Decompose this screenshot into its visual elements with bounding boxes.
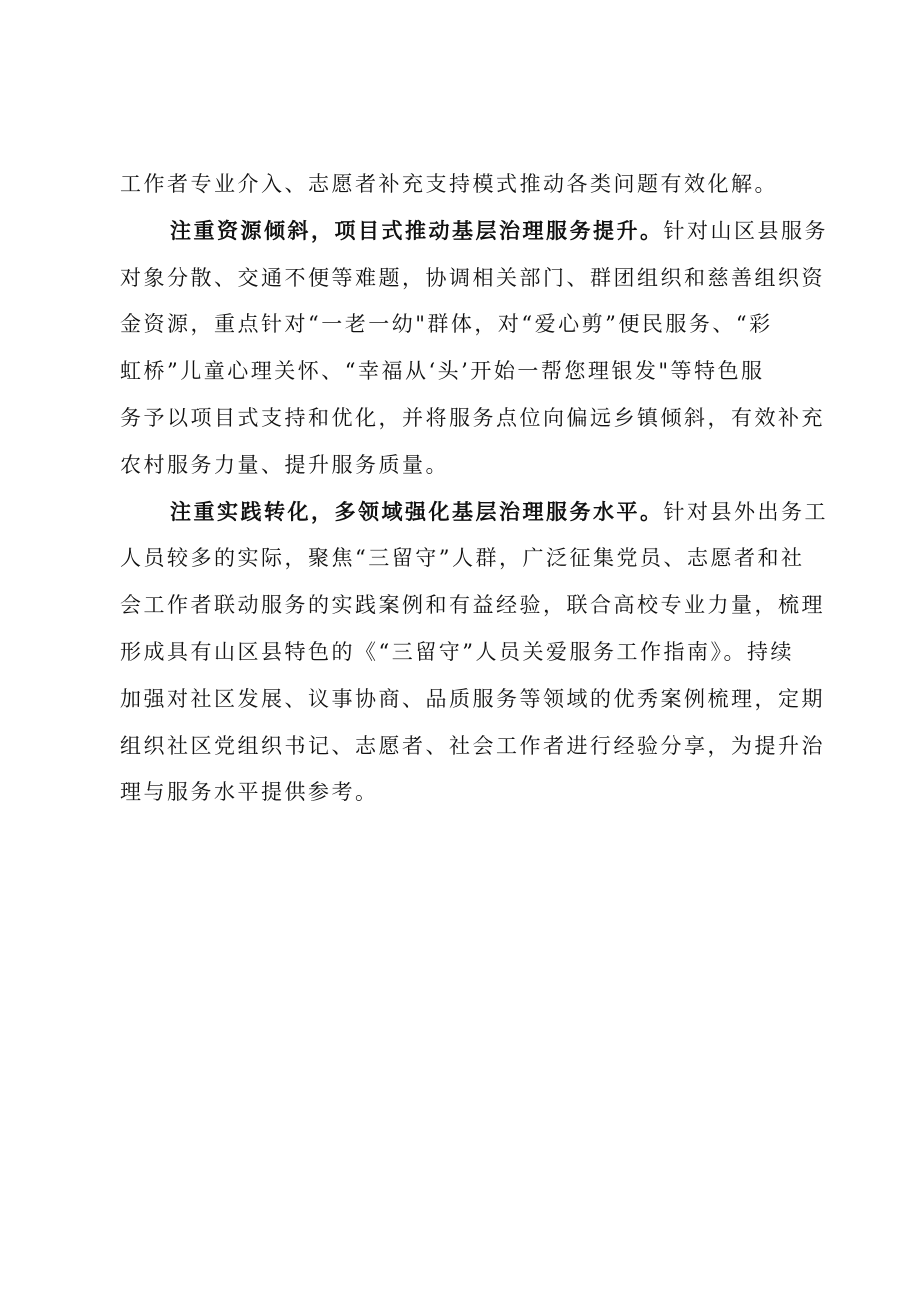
paragraph-2-line-5: 务予以项目式支持和优化，并将服务点位向偏远乡镇倾斜，有效补充 (120, 405, 825, 430)
paragraph-3-line-2: 人员较多的实际，聚焦“三留守”人群，广泛征集党员、志愿者和社 (120, 546, 805, 571)
paragraph-2-text-start: 针对山区县服务 (663, 218, 828, 243)
paragraph-2-line-3: 金资源，重点针对“一老一幼"群体，对“爱心剪”便民服务、“彩 (120, 312, 773, 337)
paragraph-3-heading: 注重实践转化，多领域强化基层治理服务水平。 (170, 498, 664, 524)
paragraph-3-line-3: 会工作者联动服务的实践案例和有益经验，联合高校专业力量，梳理 (120, 593, 825, 618)
paragraph-2-heading: 注重资源倾斜，项目式推动基层治理服务提升。 (170, 217, 664, 243)
paragraph-2-line-2: 对象分散、交通不便等难题，协调相关部门、群团组织和慈善组织资 (120, 265, 825, 290)
document-body (120, 161, 828, 816)
paragraph-3-text-start: 针对县外出务工 (663, 499, 828, 524)
paragraph-2-line-1 (120, 208, 828, 255)
paragraph-2-line-6: 农村服务力量、提升服务质量。 (120, 452, 449, 477)
paragraph-3-line-7: 理与服务水平提供参考。 (120, 780, 379, 805)
paragraph-2-line-4: 虹桥”儿童心理关怀、“幸福从‘头’开始一帮您理银发"等特色服 (120, 359, 765, 384)
paragraph-3-line-5: 加强对社区发展、议事协商、品质服务等领域的优秀案例梳理，定期 (120, 686, 825, 711)
paragraph-3-line-1 (120, 489, 828, 536)
paragraph-3-line-4: 形成具有山区县特色的《“三留守”人员关爱服务工作指南》。持续 (120, 639, 794, 664)
paragraph-3-line-6: 组织社区党组织书记、志愿者、社会工作者进行经验分享，为提升治 (120, 733, 825, 758)
paragraph-1-line-1: 工作者专业介入、志愿者补充支持模式推动各类问题有效化解。 (120, 172, 778, 196)
